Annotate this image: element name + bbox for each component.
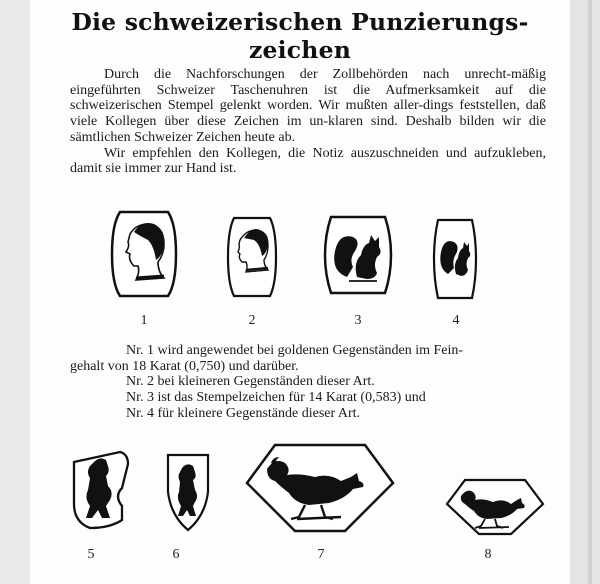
scrollbar[interactable] xyxy=(588,0,592,584)
note-line: Nr. 2 bei kleineren Gegenständen dieser Art. xyxy=(126,374,375,390)
squirrel-small-mark-icon xyxy=(432,218,478,300)
bear-silver-mark-icon xyxy=(70,448,130,530)
notes-text xyxy=(70,343,546,422)
document-page xyxy=(30,0,570,584)
female-head-gold-mark-icon xyxy=(110,210,178,298)
mark-number: 3 xyxy=(354,313,362,328)
mark-number: 7 xyxy=(317,547,325,562)
grouse-small-mark-icon xyxy=(445,478,545,536)
note-line: Nr. 3 ist das Stempelzeichen für 14 Karat (0,583) und xyxy=(126,390,426,406)
page-title xyxy=(50,8,550,64)
note-line: gehalt von 18 Karat (0,750) und darüber. xyxy=(70,358,299,374)
title-line-1: Die schweizerischen Punzierungs- xyxy=(71,8,529,36)
bear-shield-mark-icon xyxy=(165,452,211,532)
note-line: Nr. 4 für kleinere Gegenstände dieser Art. xyxy=(126,405,361,421)
title-line-2: zeichen xyxy=(248,36,352,64)
intro-paragraph: Durch die Nachforschungen der Zollbehörden nach unrecht-mäßig eingeführten Schweizer Taschenuhren ist die Aufmerksamkeit auf die schweizerischen Stempel gelenkt worden. Wir mußten aller-dings feststellen, daß viele Kollegen über diese Zeichen im un-klaren sind. Deshalb bilden wir die sämtlichen Schweizer Zeichen heute ab. xyxy=(70,67,546,145)
intro-paragraph: Wir empfehlen den Kollegen, die Notiz auszuschneiden und aufzukleben, damit sie immer zur Hand ist. xyxy=(70,145,546,177)
note-line: Nr. 1 wird angewendet bei goldenen Gegenständen im Fein- xyxy=(126,343,464,358)
mark-number: 5 xyxy=(87,547,95,562)
grouse-large-mark-icon xyxy=(245,443,395,533)
mark-number: 1 xyxy=(140,313,148,328)
mark-number: 6 xyxy=(172,547,180,562)
mark-number: 8 xyxy=(484,547,492,562)
intro-text xyxy=(70,67,546,177)
mark-number: 4 xyxy=(452,313,460,328)
mark-number: 2 xyxy=(248,313,256,328)
viewer-edge xyxy=(570,0,600,584)
female-head-small-gold-mark-icon xyxy=(226,216,278,298)
squirrel-14k-mark-icon xyxy=(323,215,393,295)
